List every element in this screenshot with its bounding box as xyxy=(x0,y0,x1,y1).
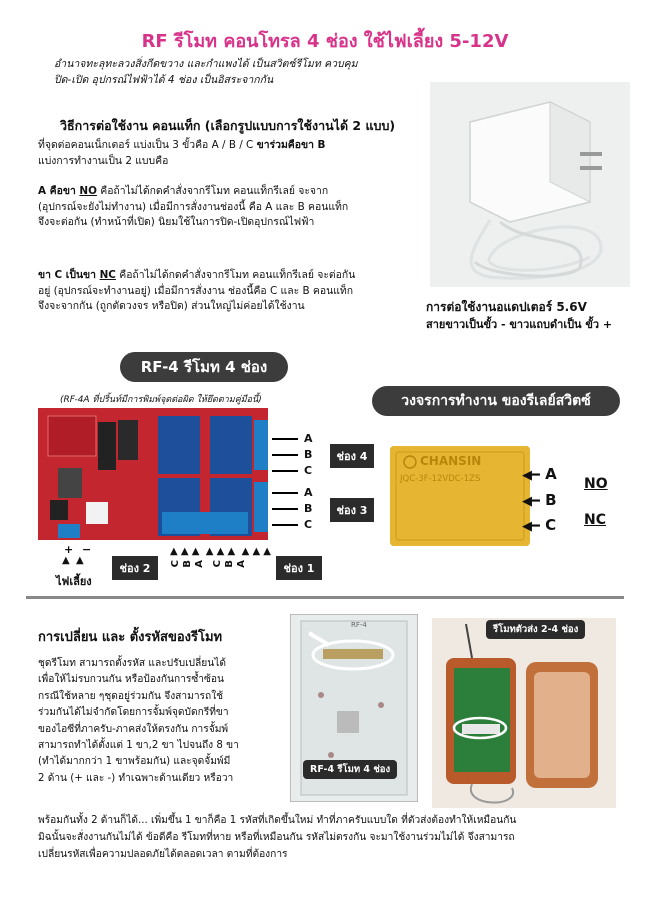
power-adapter-image xyxy=(430,82,630,287)
intro-line-2: ปิด-เปิด อุปกรณ์ไฟฟ้าได้ 4 ช่อง เป็นอิสระจากกัน xyxy=(54,74,274,86)
remote-label: รีโมทตัวส่ง 2-4 ช่อง xyxy=(486,620,585,639)
adapter-caption-2: สายขาวเป็นขั้ว - ขาวแถบดำเป็น ขั้ว + xyxy=(426,318,613,331)
pcb-chip-label: RF-4 xyxy=(351,621,367,629)
page-title: RF รีโมท คอนโทรล 4 ช่อง ใช้ไฟเลี้ยง 5-12V xyxy=(141,31,509,52)
change-line-4: ร่วมกันได้ไม่จำกัดโดยการจั้มพ์จุดบัดกรีที่ขา xyxy=(38,707,229,719)
connection-para-A xyxy=(38,184,438,231)
remote-image xyxy=(432,618,616,808)
power-label: ไฟเลี้ยง xyxy=(56,575,92,588)
ch3-b: B xyxy=(304,502,313,515)
rf4-board-image xyxy=(38,408,268,540)
intro-text xyxy=(54,56,414,88)
pC-label: ขา C เป็นขา xyxy=(38,269,100,281)
pC-line-3: จึงจะจากกัน (ถูกตัดวงจร หรือปิด) ส่วนใหญ่ไม่ค่อยได้ใช้งาน xyxy=(38,300,305,312)
intro-line-1: อำนาจทะลุทะลวงสิ่งกีดขวาง และกำแพงได้ เป็นสวิตซ์รีโมท ควบคุม xyxy=(54,58,358,70)
relay-circuit-pill: วงจรการทำงาน ของรีเลย์สวิตซ์ xyxy=(372,386,620,416)
pA-label: A คือขา xyxy=(38,185,80,197)
channel-1-tag: ช่อง 1 xyxy=(276,556,322,580)
relay-b-label: B xyxy=(545,491,557,509)
connection-para-C xyxy=(38,268,438,315)
p1-text-c: แบ่งการทำงานเป็น 2 แบบคือ xyxy=(38,154,169,167)
change-full-line-2: มิฉนั้นจะสั่งงานกันไม่ได้ ข้อดีคือ รีโมทที่หาย หรือที่เหมือนกัน รหัสไม่ตรงกัน จะมาใช้งานร่วมไม่ได้ จึงสามารถ xyxy=(38,832,515,843)
ch4-a: A xyxy=(304,432,313,445)
change-line-8: 2 ด้าน (+ และ -) ทำเฉพาะด้านเดียว หรือวา xyxy=(38,772,234,784)
change-full-paragraph xyxy=(38,812,634,863)
ch3-c: C xyxy=(304,518,313,531)
pA-text: คือถ้าไม่ได้กดคำสั่งจากรีโมท คอนแท็กรีเลย์ จะจาก xyxy=(96,185,329,197)
channel-4-tag: ช่อง 4 xyxy=(330,444,374,468)
pA-line-3: จึงจะต่อกัน (ทำหน้าที่เปิด) นิยมใช้ในการปิด-เปิดอุปกรณ์ไฟฟ้า xyxy=(38,216,315,228)
change-full-line-1: พร้อมกันทั้ง 2 ด้านก็ได้... เพิ่มขึ้น 1 ขาก็คือ 1 รหัสที่เกิดขึ้นใหม่ ทำที่ภาครับแบบใด ที่ตัวส่งต้องทำให้เหมือนกัน xyxy=(38,815,517,826)
connection-heading: วิธีการต่อใช้งาน คอนแท็ก (เลือกรูปแบบการใช้งานได้ 2 แบบ) xyxy=(60,118,396,133)
relay-c-label: C xyxy=(545,516,557,534)
ch2-c-label: C xyxy=(170,560,181,568)
change-line-7: (ทำได้มากกว่า 1 ขาพร้อมกัน) และจุดจั้มพ์มี xyxy=(38,756,231,768)
change-line-1: ชุดรีโมท สามารถตั้งรหัส และปรับเปลี่ยนได้ xyxy=(38,658,226,669)
rf4-board-photo xyxy=(38,408,268,540)
change-paragraph xyxy=(38,656,288,787)
ch2-b-label: B xyxy=(182,560,193,568)
ch1-c-label: C xyxy=(212,560,223,568)
relay-nc-label: NC xyxy=(584,512,606,528)
channel-2-tag: ช่อง 2 xyxy=(112,556,158,580)
ch2-a-label: A xyxy=(194,560,205,568)
relay-model: JQC-3F-12VDC-1ZS xyxy=(400,474,481,484)
pA-line-2: (อุปกรณ์จะยังไม่ทำงาน) เมื่อมีการสั่งงานช่องนี้ คือ A และ B คอนแท็ก xyxy=(38,200,349,213)
pC-text: คือถ้าไม่ได้กดคำสั่งจากรีโมท คอนแท็กรีเลย์ จะต่อกัน xyxy=(115,269,356,281)
connection-para-1 xyxy=(38,138,428,169)
relay-arrow-c: ◀━ C xyxy=(522,516,557,534)
adapter-photo xyxy=(430,82,630,287)
bottom-arrows: ▲ ▲ ▲ ▲ ▲ ▲ ▲ ▲ ▲ xyxy=(170,546,272,557)
p1-text-a: ที่จุดต่อคอนเน็กเตอร์ แบ่งเป็น 3 ขั้วคือ A / B / C xyxy=(38,139,257,151)
ch4-b: B xyxy=(304,448,313,461)
relay-brand: CHANSIN xyxy=(420,454,482,468)
power-plus: + xyxy=(64,543,74,556)
change-heading: การเปลี่ยน และ ตั้งรหัสของรีโมท xyxy=(38,630,223,645)
pcb-photo xyxy=(290,614,418,802)
channel-3-tag: ช่อง 3 xyxy=(330,498,374,522)
change-line-6: สามารถทำได้ตั้งแต่ 1 ขา,2 ขา ไปจนถึง 8 ขา xyxy=(38,740,239,752)
pC-nc: NC xyxy=(99,269,116,281)
relay-arrow-b: ◀━ B xyxy=(522,491,557,509)
p1-text-b: ขาร่วมคือขา B xyxy=(256,139,326,151)
change-line-3: กรณีใช้หลาย ๆชุดอยู่ร่วมกัน จึงสามารถใช้ xyxy=(38,690,224,702)
change-line-5: ของไอซีที่ภาครับ-ภาคส่งให้ตรงกัน การจั้มพ์ xyxy=(38,723,229,735)
change-full-line-3: เปลี่ยนรหัสเพื่อความปลอดภัยได้ตลอดเวลา ตามที่ต้องการ xyxy=(38,849,288,860)
adapter-caption-1: การต่อใช้งานอแดปเตอร์ 5.6V xyxy=(426,300,587,314)
adapter-caption xyxy=(426,298,612,334)
relay-arrow-a: ◀━ A xyxy=(522,465,557,483)
relay-no-label: NO xyxy=(584,476,608,492)
pcb-label: RF-4 รีโมท 4 ช่อง xyxy=(303,760,397,779)
rf4-pill: RF-4 รีโมท 4 ช่อง xyxy=(120,352,288,382)
ch1-b-label: B xyxy=(224,560,235,568)
relay-a-label: A xyxy=(545,465,557,483)
ch1-a-label: A xyxy=(236,560,247,568)
remote-photo xyxy=(432,618,616,808)
relay-photo xyxy=(390,446,530,546)
rf4-note: (RF-4A ที่ปริ้นท์มีการพิมพ์จุดต่อผิด ให้ยึดตามคู่มือนี้) xyxy=(60,395,262,405)
power-minus: − xyxy=(82,543,92,556)
power-arrows: ▲ ▲ xyxy=(62,555,84,566)
change-line-2: เพื่อให้ไม่รบกวนกัน หรือป้องกันการซ้ำซ้อน xyxy=(38,674,224,686)
section-divider xyxy=(26,596,624,599)
pC-line-2: อยู่ (อุปกรณ์จะทำงานอยู่) เมื่อมีการสั่งงาน ช่องนี้คือ C และ B คอนแท็ก xyxy=(38,284,354,297)
ch3-a: A xyxy=(304,486,313,499)
pA-no: NO xyxy=(79,185,97,197)
ch4-c: C xyxy=(304,464,313,477)
